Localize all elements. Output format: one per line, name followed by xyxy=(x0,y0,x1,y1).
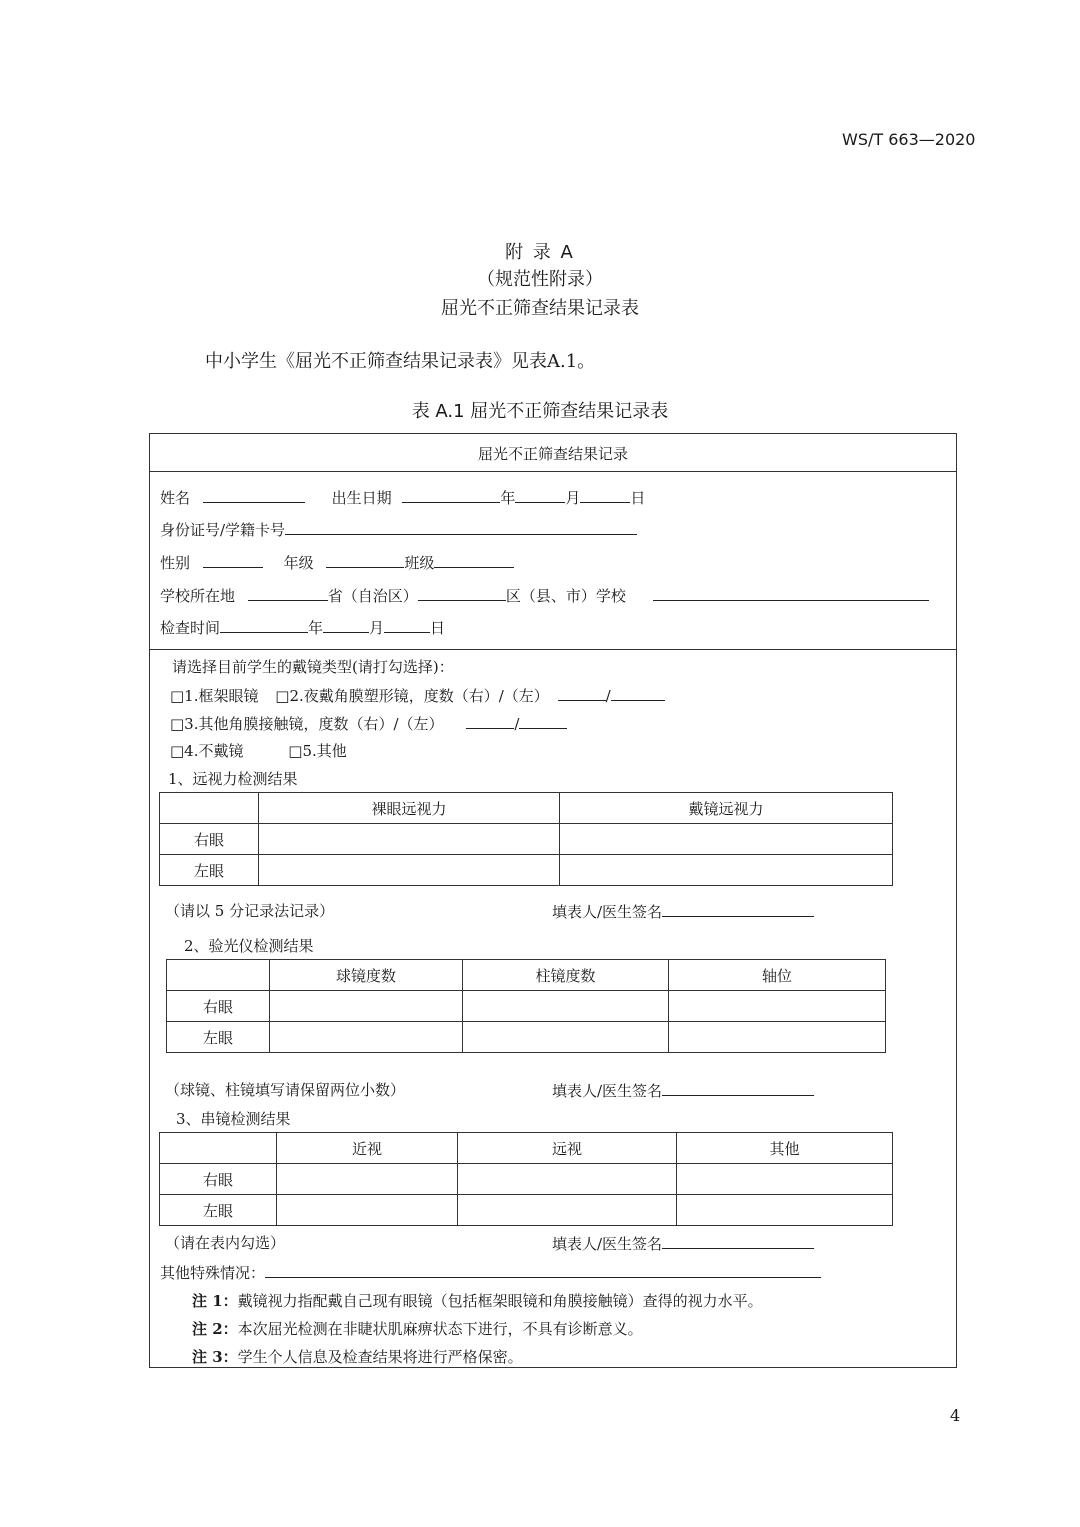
grade-label: 年级 xyxy=(283,554,314,572)
cylinder-left-cell[interactable] xyxy=(463,1022,669,1053)
option-contact-lens[interactable]: □3.其他角膜接触镜，度数（右）/（左） xyxy=(170,715,444,733)
signer-row-2 xyxy=(552,1079,814,1101)
divider xyxy=(149,649,957,650)
table-header-cell: 裸眼远视力 xyxy=(259,793,560,824)
table-header-cell xyxy=(160,793,259,824)
table-header-cell: 近视 xyxy=(277,1133,458,1164)
far-vision-table xyxy=(159,792,893,886)
glasses-row-3 xyxy=(170,740,347,761)
section3-note: （请在表内勾选） xyxy=(165,1234,286,1252)
exam-day-field[interactable] xyxy=(384,616,430,633)
divider xyxy=(149,471,957,472)
table-header-cell: 球镜度数 xyxy=(270,960,463,991)
exam-month-field[interactable] xyxy=(323,616,369,633)
section2-note: （球镜、柱镜填写请保留两位小数） xyxy=(165,1081,406,1099)
gender-row xyxy=(160,551,514,573)
name-row xyxy=(160,486,645,508)
table-header-cell: 戴镜远视力 xyxy=(560,793,893,824)
dob-day-field[interactable] xyxy=(580,486,630,503)
class-field[interactable] xyxy=(434,551,514,568)
id-field[interactable] xyxy=(285,518,637,535)
left-eye-label: 左眼 xyxy=(160,855,259,886)
hyperopia-right-cell[interactable] xyxy=(458,1164,677,1195)
table-header-cell xyxy=(167,960,270,991)
table-header-cell: 柱镜度数 xyxy=(463,960,669,991)
myopia-right-cell[interactable] xyxy=(277,1164,458,1195)
ortho-k-right-field[interactable] xyxy=(558,684,606,701)
table-header-cell xyxy=(160,1133,277,1164)
left-eye-label: 左眼 xyxy=(160,1195,277,1226)
province-field[interactable] xyxy=(248,584,328,601)
axis-right-cell[interactable] xyxy=(669,991,886,1022)
school-label: 学校所在地 xyxy=(160,587,236,605)
table-header-cell: 远视 xyxy=(458,1133,677,1164)
province-label: 省（自治区） xyxy=(327,587,418,605)
month-label: 月 xyxy=(565,489,581,507)
signer-row-3 xyxy=(552,1232,814,1254)
class-label: 班级 xyxy=(404,554,435,572)
naked-vision-left-cell[interactable] xyxy=(259,855,560,886)
other-label: 其他特殊情况： xyxy=(160,1264,266,1282)
signer-label: 填表人/医生签名 xyxy=(552,1235,663,1253)
section3-title: 3、串镜检测结果 xyxy=(176,1110,291,1128)
month-label: 月 xyxy=(369,619,385,637)
appendix-name: 屈光不正筛查结果记录表 xyxy=(441,298,639,319)
left-eye-label: 左眼 xyxy=(167,1022,270,1053)
glasses-row-2 xyxy=(170,712,567,734)
appendix-title: 附 录 A xyxy=(505,242,575,263)
dob-year-field[interactable] xyxy=(402,486,500,503)
dob-month-field[interactable] xyxy=(515,486,565,503)
section2-title: 2、验光仪检测结果 xyxy=(184,937,314,955)
year-label: 年 xyxy=(500,489,516,507)
autorefractor-table xyxy=(166,959,886,1053)
table-header-cell: 其他 xyxy=(677,1133,893,1164)
other-right-cell[interactable] xyxy=(677,1164,893,1195)
section1-note: （请以 5 分记录法记录） xyxy=(165,902,335,920)
note-tag: 注 3： xyxy=(192,1348,238,1366)
id-label: 身份证号/学籍卡号 xyxy=(160,521,286,539)
page-number: 4 xyxy=(950,1406,961,1425)
option-no-glasses[interactable]: □4.不戴镜 xyxy=(170,742,244,760)
option-other[interactable]: □5.其他 xyxy=(288,742,347,760)
day-label: 日 xyxy=(430,619,446,637)
note-text: 戴镜视力指配戴自己现有眼镜（包括框架眼镜和角膜接触镜）查得的视力水平。 xyxy=(237,1292,763,1310)
note-tag: 注 2： xyxy=(192,1320,238,1338)
appendix-subtitle: （规范性附录） xyxy=(477,269,603,290)
day-label: 日 xyxy=(630,489,646,507)
id-row xyxy=(160,518,637,540)
corrected-vision-right-cell[interactable] xyxy=(560,824,893,855)
lens-test-table xyxy=(159,1132,893,1226)
standard-code: WS/T 663—2020 xyxy=(842,130,976,149)
gender-field[interactable] xyxy=(203,551,263,568)
other-left-cell[interactable] xyxy=(677,1195,893,1226)
district-field[interactable] xyxy=(418,584,506,601)
section1-title: 1、远视力检测结果 xyxy=(168,770,298,788)
grade-field[interactable] xyxy=(326,551,404,568)
table-header-cell: 轴位 xyxy=(669,960,886,991)
slash: / xyxy=(605,687,611,705)
sphere-right-cell[interactable] xyxy=(270,991,463,1022)
ortho-k-left-field[interactable] xyxy=(611,684,665,701)
signer-label: 填表人/医生签名 xyxy=(552,1082,663,1100)
note-text: 本次屈光检测在非睫状肌麻痹状态下进行，不具有诊断意义。 xyxy=(237,1320,643,1338)
cylinder-right-cell[interactable] xyxy=(463,991,669,1022)
corrected-vision-left-cell[interactable] xyxy=(560,855,893,886)
exam-time-row xyxy=(160,616,445,638)
exam-year-field[interactable] xyxy=(220,616,308,633)
signer-field-1[interactable] xyxy=(662,900,814,917)
name-label: 姓名 xyxy=(160,489,191,507)
other-field[interactable] xyxy=(265,1261,821,1278)
glasses-row-1 xyxy=(170,684,665,706)
signer-row-1 xyxy=(552,900,814,922)
option-frame-glasses[interactable]: □1.框架眼镜 xyxy=(170,687,259,705)
glasses-prompt: 请选择目前学生的戴镜类型(请打勾选择)： xyxy=(172,658,454,676)
table-caption: 表 A.1 屈光不正筛查结果记录表 xyxy=(411,401,669,422)
other-row xyxy=(160,1261,821,1283)
district-label: 区（县、市）学校 xyxy=(505,587,626,605)
note-2 xyxy=(192,1318,643,1339)
sphere-left-cell[interactable] xyxy=(270,1022,463,1053)
name-field[interactable] xyxy=(203,486,305,503)
slash: / xyxy=(514,715,520,733)
school-field[interactable] xyxy=(653,584,929,601)
gender-label: 性别 xyxy=(160,554,191,572)
note-text: 学生个人信息及检查结果将进行严格保密。 xyxy=(237,1348,523,1366)
myopia-left-cell[interactable] xyxy=(277,1195,458,1226)
contact-right-field[interactable] xyxy=(466,712,514,729)
axis-left-cell[interactable] xyxy=(669,1022,886,1053)
right-eye-label: 右眼 xyxy=(160,824,259,855)
intro-text: 中小学生《屈光不正筛查结果记录表》见表A.1。 xyxy=(205,351,596,372)
signer-field-2[interactable] xyxy=(662,1079,814,1096)
dob-label: 出生日期 xyxy=(331,489,392,507)
year-label: 年 xyxy=(308,619,324,637)
option-ortho-k[interactable]: □2.夜戴角膜塑形镜，度数（右）/（左） xyxy=(275,687,549,705)
note-tag: 注 1： xyxy=(192,1292,238,1310)
form-heading: 屈光不正筛查结果记录 xyxy=(477,445,628,463)
signer-field-3[interactable] xyxy=(662,1232,814,1249)
right-eye-label: 右眼 xyxy=(167,991,270,1022)
contact-left-field[interactable] xyxy=(519,712,567,729)
exam-time-label: 检查时间 xyxy=(160,619,221,637)
note-1 xyxy=(192,1290,763,1311)
hyperopia-left-cell[interactable] xyxy=(458,1195,677,1226)
note-3 xyxy=(192,1346,523,1367)
naked-vision-right-cell[interactable] xyxy=(259,824,560,855)
signer-label: 填表人/医生签名 xyxy=(552,903,663,921)
school-row xyxy=(160,584,929,606)
right-eye-label: 右眼 xyxy=(160,1164,277,1195)
